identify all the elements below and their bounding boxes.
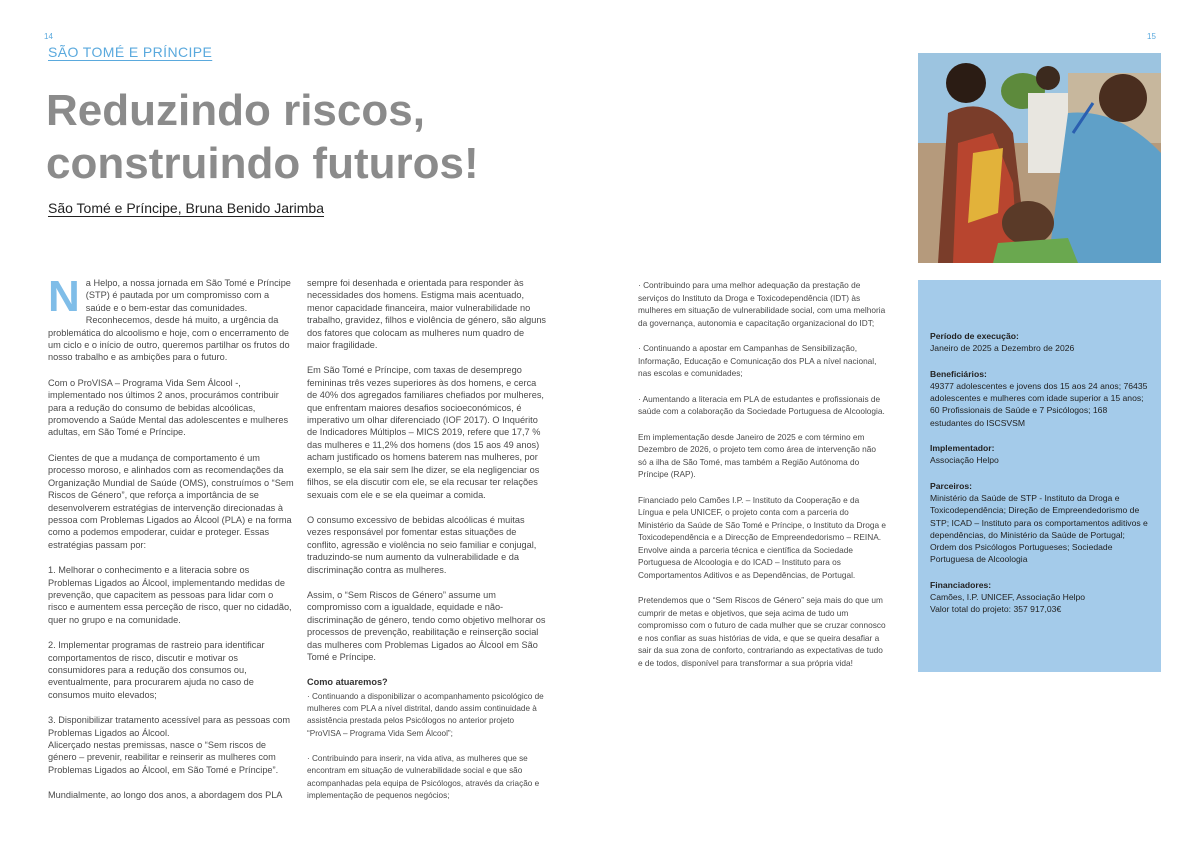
info-label: Implementador: xyxy=(930,443,995,454)
info-item-implementer xyxy=(930,442,1151,467)
photo-illustration xyxy=(918,53,1161,263)
info-value: Camões, I.P. UNICEF, Associação Helpo Valor total do projeto: 357 917,03€ xyxy=(930,592,1086,615)
paragraph: sempre foi desenhada e orientada para responder às necessidades dos homens. Estigma mais acentuado, menor capacidade financeira, maior vulnerabilidade no trabalho, gravidez, filhos e violência de género, são alguns dos fatores que colocam as mulheres num quadro de maior fragilidade. xyxy=(307,278,547,351)
paragraph: O consumo excessivo de bebidas alcoólicas é muitas vezes responsável por fomentar estas situações de conflito, agressão e violência no seio familiar e conjugal, traduzindo-se num aumento da vulnerabilidade e da discriminação contra as mulheres. xyxy=(307,514,537,575)
page-title xyxy=(46,84,606,190)
paragraph xyxy=(48,272,294,364)
info-value: Janeiro de 2025 a Dezembro de 2026 xyxy=(930,343,1075,354)
info-label: Financiadores: xyxy=(930,579,992,590)
info-item-partners xyxy=(930,480,1151,566)
info-value: Associação Helpo xyxy=(930,455,999,466)
bullet-item: · Aumentando a literacia em PLA de estudantes e profissionais de saúde com a colaboração da Sociedade Portuguesa de Alcoologia. xyxy=(638,393,885,416)
page-number-left: 14 xyxy=(44,32,53,41)
info-value: Ministério da Saúde de STP - Instituto da Droga e Toxicodependência; Direção de Empreendedorismo de STP; ICAD – Instituto para os comportamentos aditivos e dependências, do Ministério da Saúde de Portugal; Ordem dos Psicólogos Portugueses; Sociedade Portuguesa de Alcoologia xyxy=(930,492,1148,565)
paragraph: Em São Tomé e Príncipe, com taxas de desemprego femininas três vezes superiores às dos homens, e cerca de 40% dos agregados familiares chefiados por mulheres, que enfrentam maiores desafios socioeconómicos, é imperativo um olhar diferenciado (IOF 2017). O Inquérito de Indicadores Múltiplos – MICS 2019, refere que 17,7 % das mulheres e 11,2% dos homens (dos 15 aos 49 anos) acham justificado os homens baterem nas mulheres, por exemplo, se ela sair sem lhe dizer, se ela negligenciar os filhos, se ela discutir com ele, se ela recusar ter relações sexuais com ele e se ela queimar a comida. xyxy=(307,365,544,500)
paragraph: Pretendemos que o “Sem Riscos de Género” seja mais do que um cumprir de metas e objetivos, que seja acima de tudo um compromisso com o futuro de cada mulher que se cruzar connosco e nos confiar as suas histórias de vida, e que se queira desafiar a sair da sua zona de conforto, contrariando as expectativas de tudo e de todos, disponível para transformar a sua própria vida! xyxy=(638,595,886,668)
bullet-item: · Continuando a apostar em Campanhas de Sensibilização, Informação, Educação e Comunicação dos PLA a nível nacional, nas escolas e comunidades; xyxy=(638,343,877,378)
bullet-item: · Continuando a disponibilizar o acompanhamento psicológico de mulheres com PLA a nível distrital, dando assim continuidade à assistência prestada pelos Psicólogos no anterior projeto “ProVISA – Programa Vida Sem Álcool”; xyxy=(307,691,544,738)
paragraph: 1. Melhorar o conhecimento e a literacia sobre os Problemas Ligados ao Álcool, implementando medidas de prevenção, que capacitem as pessoas para lidar com o risco e aumentem essa perceção de risco, quer no cidadão, quer no grupo e na comunidade. xyxy=(48,565,292,625)
info-label: Período de execução: xyxy=(930,331,1019,341)
title-line-1: Reduzindo riscos, xyxy=(46,86,425,135)
page-number-right: 15 xyxy=(1147,32,1156,41)
info-item-funders xyxy=(930,579,1151,616)
info-item-beneficiaries xyxy=(930,368,1151,429)
article-column-2 xyxy=(307,277,549,815)
article-photo xyxy=(918,53,1161,263)
paragraph: Cientes de que a mudança de comportamento é um processo moroso, e alinhados com as recomendações da Organização Mundial de Saúde (OMS), construímos o “Sem Riscos de Género”, que reforça a importância de se desenvolverem estratégias de intervenção direcionadas à pessoa com Problemas Ligados ao Álcool (PLA) e na forma como a podemos empoderar, cuidar e proteger. Essas estratégias passam por: xyxy=(48,452,294,550)
title-line-2: construindo futuros! xyxy=(46,139,479,188)
bullet-item: · Contribuindo para inserir, na vida ativa, as mulheres que se encontram em situação de vulnerabilidade social e que são acompanhadas pela equipa de Psicólogos, através da criação e implementação de pequenos negócios; xyxy=(307,753,540,800)
paragraph: Mundialmente, ao longo dos anos, a abordagem dos PLA xyxy=(48,790,283,801)
info-label: Parceiros: xyxy=(930,480,973,491)
paragraph: Com o ProVISA – Programa Vida Sem Álcool -, implementado nos últimos 2 anos, procurámos contribuir para a redução do consumo de bebidas alcoólicas, promovendo a Saúde Mental das adolescentes e mulheres adultas, em São Tomé e Príncipe. xyxy=(48,377,289,438)
byline: São Tomé e Príncipe, Bruna Benido Jarimba xyxy=(48,200,325,216)
paragraph-text: a Helpo, a nossa jornada em São Tomé e Príncipe (STP) é pautada por um compromisso com a saúde e o bem-estar das comunidades. Reconhecemos, desde há muito, a urgência da problemática do alcoolismo e hoje, com o encerramento de um ciclo e o início de outro, queremos partilhar os frutos do nosso trabalho e as ambições para o futuro. xyxy=(48,278,291,363)
paragraph: 3. Disponibilizar tratamento acessível para as pessoas com Problemas Ligados ao Álcool. Alicerçado nestas premissas, nasce o “Sem riscos de género – prevenir, reabilitar e reinserir as mulheres com Problemas Ligados ao Álcool, em São Tomé e Príncipe”. xyxy=(48,715,291,775)
info-value: 49377 adolescentes e jovens dos 15 aos 24 anos; 76435 adolescentes e mulheres com idade superior a 15 anos; 60 Profissionais de Saúde e 7 Psicólogos; 168 estudantes do ISCSVSM xyxy=(930,380,1148,428)
subheading: Como atuaremos? xyxy=(307,677,388,688)
paragraph: Financiado pelo Camões I.P. – Instituto da Cooperação e da Língua e pela UNICEF, o projeto conta com a parceria do Ministério da Saúde de São Tomé e Príncipe, o Instituto da Droga e Toxicodependência e a Direcção de Empreendedorismo – REINA. Envolve ainda a parceria técnica e científica da Sociedade Portuguesa de Alcoologia e do ICAD – Instituto para os Comportamentos Aditivos e as Dependências, de Portugal. xyxy=(638,494,886,580)
section-tag: SÃO TOMÉ E PRÍNCIPE xyxy=(48,44,213,60)
paragraph: 2. Implementar programas de rastreio para identificar comportamentos de risco, discutir e motivar os consumidores para a redução dos consumos ou, eventualmente, para procurarem ajuda no caso de consumos muito elevados; xyxy=(48,640,265,700)
drop-cap: N xyxy=(48,272,80,321)
project-info-box xyxy=(918,280,1161,672)
paragraph: Assim, o “Sem Riscos de Género” assume um compromisso com a igualdade, equidade e não-discriminação de género, tendo como objetivo melhorar os processos de prevenção, reabilitação e reinserção social das mulheres com Problemas Ligados ao Álcool em São Tomé e Príncipe. xyxy=(307,589,546,662)
info-label: Beneficiários: xyxy=(930,368,987,379)
bullet-item: · Contribuindo para uma melhor adequação da prestação de serviços do Instituto da Droga e Toxicodependência (IDT) às mulheres em situação de vulnerabilidade social, com uma melhoria da governança, autonomia e capacitação organizacional do IDT; xyxy=(638,280,886,328)
article-column-1 xyxy=(48,272,294,815)
article-column-3 xyxy=(638,279,886,682)
info-item-period xyxy=(930,330,1151,355)
paragraph: Em implementação desde Janeiro de 2025 e com término em Dezembro de 2026, o projeto tem como área de intervenção não só a ilha de São Tomé, mas também a Região Autónoma do Príncipe (RAP). xyxy=(638,431,876,479)
